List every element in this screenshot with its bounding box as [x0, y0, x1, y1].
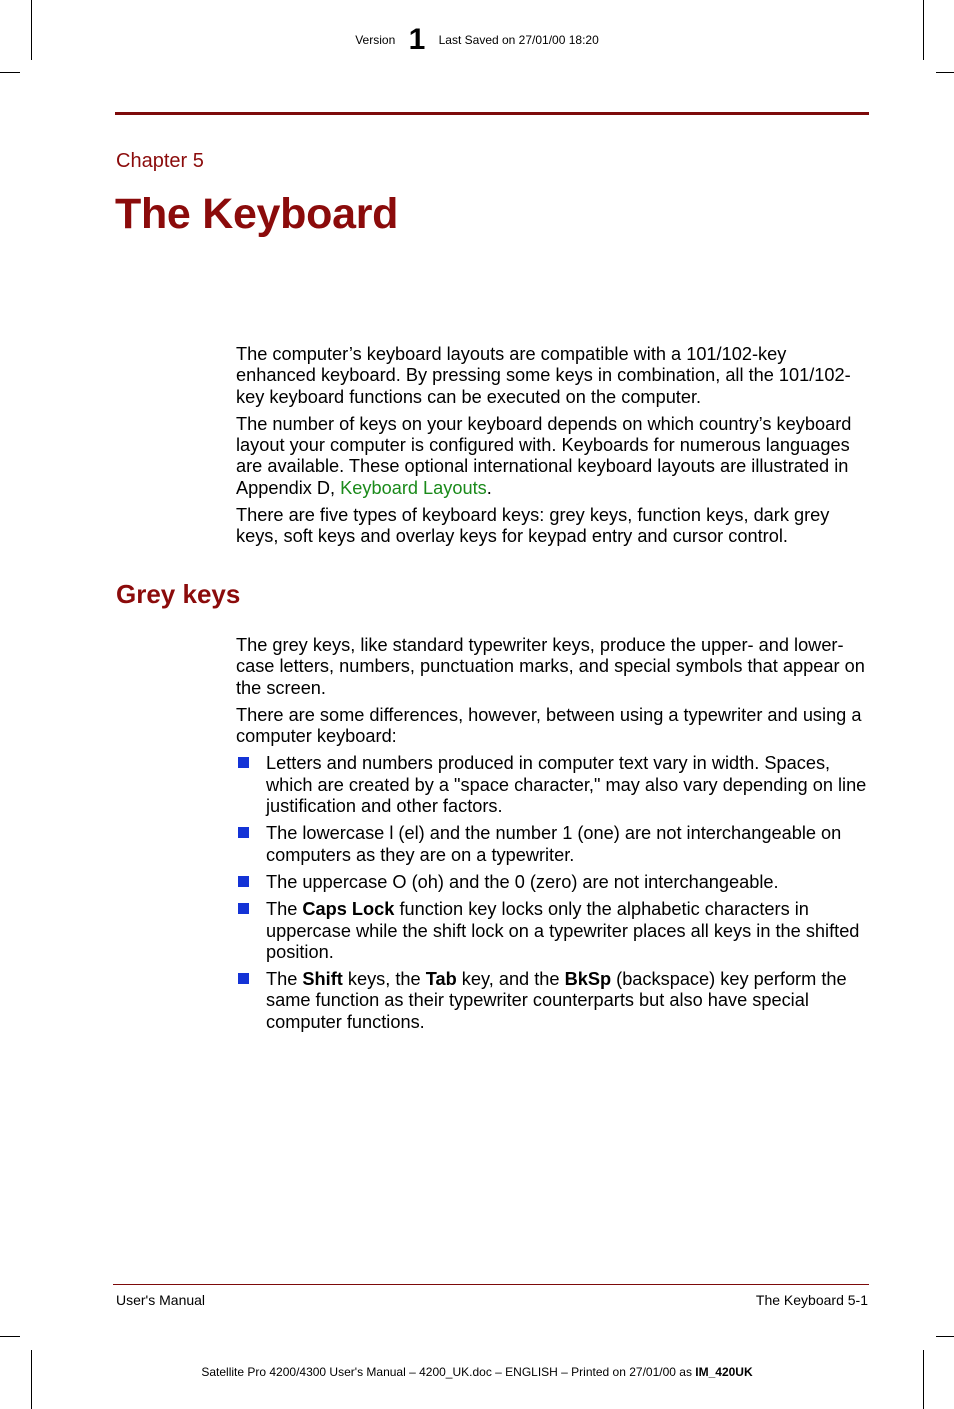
- list-item: [236, 969, 868, 1033]
- square-bullet-icon: [238, 903, 249, 914]
- version-header: [0, 18, 954, 56]
- print-code: IM_420UK: [695, 1365, 753, 1379]
- text-run: function key locks only the alphabetic characters in uppercase while the shift lock on a typewriter places all keys in the shifted position.: [266, 899, 860, 962]
- crop-mark: [31, 1350, 32, 1409]
- last-saved: Last Saved on 27/01/00 18:20: [438, 33, 599, 47]
- list-item: [236, 823, 868, 866]
- text-run: The: [266, 969, 303, 990]
- square-bullet-icon: [238, 973, 249, 984]
- footer-rule: [113, 1284, 869, 1285]
- intro-paragraph-3: There are five types of keyboard keys: grey keys, function keys, dark grey keys, soft keys and overlay keys for keypad entry and cursor control.: [236, 505, 830, 547]
- text-run: (backspace) key perform the same function as their typewriter counterparts but also have special computer functions.: [266, 969, 847, 1032]
- list-item: [236, 872, 868, 893]
- print-footer: [0, 1365, 954, 1379]
- square-bullet-icon: [238, 757, 249, 768]
- list-item-text: The uppercase O (oh) and the 0 (zero) are not interchangeable.: [266, 871, 779, 892]
- section-heading-grey-keys: Grey keys: [116, 579, 241, 609]
- page-title: The Keyboard: [115, 190, 399, 238]
- footer-manual-title: User's Manual: [116, 1292, 206, 1308]
- print-line: Satellite Pro 4200/4300 User's Manual – 4200_UK.doc – ENGLISH – Printed on 27/01/00 as: [201, 1365, 696, 1379]
- list-item-text: [266, 899, 859, 962]
- crop-mark: [923, 1350, 924, 1409]
- list-item-text: Letters and numbers produced in computer text vary in width. Spaces, which are created by a "space character," may also vary depending on line justification and other factors.: [266, 753, 867, 817]
- crop-mark: [0, 1336, 20, 1337]
- chapter-label: Chapter 5: [116, 150, 204, 172]
- list-item: [236, 753, 868, 817]
- differences-list: [236, 753, 868, 1033]
- square-bullet-icon: [238, 876, 249, 887]
- grey-keys-section: [236, 635, 868, 1039]
- bksp-key-name: BkSp: [564, 969, 612, 990]
- version-label: Version: [355, 33, 396, 47]
- footer-page-number: The Keyboard 5-1: [755, 1292, 868, 1308]
- intro-paragraph-1: The computer’s keyboard layouts are compatible with a 101/102-key enhanced keyboard. By pressing some keys in combination, all the 101/102-key keyboard functions can be executed on the computer.: [236, 344, 851, 407]
- tab-key-name: Tab: [425, 969, 457, 990]
- crop-mark: [0, 72, 20, 73]
- intro-section: [236, 344, 868, 554]
- list-item-text: [266, 969, 847, 1032]
- version-number: 1: [408, 23, 426, 56]
- text-run: keys, the: [342, 969, 426, 990]
- text-run: key, and the: [456, 969, 565, 990]
- keyboard-layouts-link[interactable]: Keyboard Layouts: [340, 477, 487, 498]
- top-rule: [115, 112, 869, 115]
- crop-mark: [936, 72, 954, 73]
- list-item: [236, 899, 868, 963]
- text-run: The: [266, 899, 303, 920]
- crop-mark: [936, 1336, 954, 1337]
- square-bullet-icon: [238, 827, 249, 838]
- shift-key-name: Shift: [302, 969, 343, 990]
- grey-keys-paragraph-2: There are some differences, however, between using a typewriter and using a computer keyboard:: [236, 704, 862, 747]
- intro-paragraph-2-text: The number of keys on your keyboard depends on which country’s keyboard layout your computer is configured with. Keyboards for numerous languages are available. These optional international keyboard layouts are illustrated in Appendix D,: [236, 413, 852, 498]
- grey-keys-paragraph-1: The grey keys, like standard typewriter keys, produce the upper- and lower-case letters, numbers, punctuation marks, and special symbols that appear on the screen.: [236, 635, 865, 698]
- caps-lock-key-name: Caps Lock: [302, 899, 395, 920]
- list-item-text: The lowercase l (el) and the number 1 (one) are not interchangeable on computers as they are on a typewriter.: [266, 823, 842, 865]
- intro-paragraph-2-end: .: [486, 477, 492, 498]
- intro-paragraph-2: [236, 414, 868, 499]
